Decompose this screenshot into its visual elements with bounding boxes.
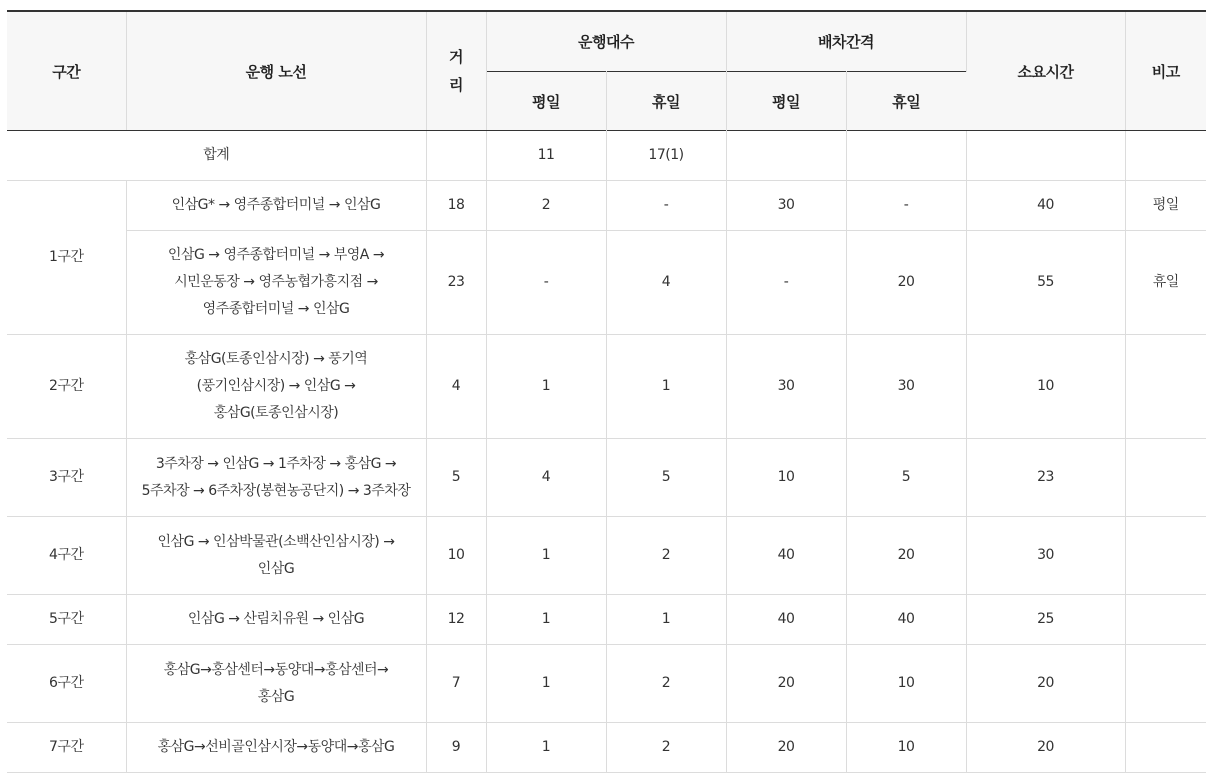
- shuttle-table-container: [7, 10, 1206, 773]
- interval-weekday-cell: 40: [726, 595, 846, 645]
- time-cell: 20: [966, 645, 1125, 723]
- route-cell: 인삼G → 영주종합터미널 → 부영A → 시민운동장 → 영주농협가흥지점 → 영주종합터미널 → 인삼G: [126, 231, 426, 335]
- time-cell: 40: [966, 181, 1125, 231]
- distance-cell: 5: [426, 439, 486, 517]
- time-cell: 30: [966, 517, 1125, 595]
- table-row: [7, 723, 1206, 773]
- vehicles-weekday-cell: 1: [486, 335, 606, 439]
- table-row: [7, 595, 1206, 645]
- vehicles-holiday-cell: 2: [606, 645, 726, 723]
- interval-weekday-cell: 30: [726, 181, 846, 231]
- header-vehicles-holiday: 휴일: [606, 72, 726, 131]
- header-vehicles-weekday: 평일: [486, 72, 606, 131]
- table-row: [7, 517, 1206, 595]
- interval-weekday-cell: 20: [726, 645, 846, 723]
- total-distance: [426, 131, 486, 181]
- section-cell: 5구간: [7, 595, 126, 645]
- distance-cell: 9: [426, 723, 486, 773]
- distance-cell: 7: [426, 645, 486, 723]
- section-cell: 4구간: [7, 517, 126, 595]
- vehicles-weekday-cell: 1: [486, 723, 606, 773]
- distance-cell: 18: [426, 181, 486, 231]
- interval-weekday-cell: 10: [726, 439, 846, 517]
- table-row: [7, 181, 1206, 231]
- time-cell: 25: [966, 595, 1125, 645]
- header-interval-holiday: 휴일: [846, 72, 966, 131]
- vehicles-weekday-cell: 2: [486, 181, 606, 231]
- interval-holiday-cell: 10: [846, 723, 966, 773]
- vehicles-holiday-cell: -: [606, 181, 726, 231]
- note-cell: 휴일: [1125, 231, 1206, 335]
- route-cell: 홍삼G→홍삼센터→동양대→홍삼센터→ 홍삼G: [126, 645, 426, 723]
- header-vehicles: 운행대수: [486, 11, 726, 72]
- total-interval-holiday: [846, 131, 966, 181]
- time-cell: 10: [966, 335, 1125, 439]
- table-row: [7, 439, 1206, 517]
- note-cell: [1125, 439, 1206, 517]
- interval-holiday-cell: 20: [846, 517, 966, 595]
- vehicles-holiday-cell: 1: [606, 595, 726, 645]
- note-cell: [1125, 335, 1206, 439]
- interval-holiday-cell: -: [846, 181, 966, 231]
- route-cell: 인삼G → 인삼박물관(소백산인삼시장) → 인삼G: [126, 517, 426, 595]
- section-cell: 6구간: [7, 645, 126, 723]
- header-interval-weekday: 평일: [726, 72, 846, 131]
- total-row: [7, 131, 1206, 181]
- distance-cell: 4: [426, 335, 486, 439]
- header-time: 소요시간: [966, 11, 1125, 131]
- note-cell: [1125, 645, 1206, 723]
- vehicles-weekday-cell: -: [486, 231, 606, 335]
- time-cell: 20: [966, 723, 1125, 773]
- table-row: [7, 645, 1206, 723]
- header-note: 비고: [1125, 11, 1206, 131]
- total-vehicles-holiday: 17(1): [606, 131, 726, 181]
- interval-holiday-cell: 20: [846, 231, 966, 335]
- total-time: [966, 131, 1125, 181]
- vehicles-weekday-cell: 4: [486, 439, 606, 517]
- time-cell: 55: [966, 231, 1125, 335]
- vehicles-holiday-cell: 5: [606, 439, 726, 517]
- header-section: 구간: [7, 11, 126, 131]
- vehicles-weekday-cell: 1: [486, 595, 606, 645]
- interval-weekday-cell: 30: [726, 335, 846, 439]
- section-cell: 7구간: [7, 723, 126, 773]
- section-cell: 3구간: [7, 439, 126, 517]
- table-row: [7, 231, 1206, 335]
- distance-cell: 12: [426, 595, 486, 645]
- interval-holiday-cell: 30: [846, 335, 966, 439]
- route-cell: 홍삼G(토종인삼시장) → 풍기역 (풍기인삼시장) → 인삼G → 홍삼G(토종인삼시장): [126, 335, 426, 439]
- interval-weekday-cell: 20: [726, 723, 846, 773]
- note-cell: 평일: [1125, 181, 1206, 231]
- distance-cell: 10: [426, 517, 486, 595]
- vehicles-holiday-cell: 2: [606, 517, 726, 595]
- header-row-1: [7, 11, 1206, 72]
- header-distance: [426, 11, 486, 131]
- vehicles-holiday-cell: 2: [606, 723, 726, 773]
- interval-weekday-cell: -: [726, 231, 846, 335]
- shuttle-route-table: [7, 10, 1206, 773]
- vehicles-holiday-cell: 1: [606, 335, 726, 439]
- route-cell: 인삼G → 산림치유원 → 인삼G: [126, 595, 426, 645]
- total-interval-weekday: [726, 131, 846, 181]
- total-vehicles-weekday: 11: [486, 131, 606, 181]
- interval-weekday-cell: 40: [726, 517, 846, 595]
- header-route: 운행 노선: [126, 11, 426, 131]
- route-cell: 3주차장 → 인삼G → 1주차장 → 홍삼G → 5주차장 → 6주차장(봉현농공단지) → 3주차장: [126, 439, 426, 517]
- section-cell: 1구간: [7, 181, 126, 335]
- distance-cell: 23: [426, 231, 486, 335]
- section-cell: 2구간: [7, 335, 126, 439]
- route-cell: 홍삼G→선비골인삼시장→동양대→홍삼G: [126, 723, 426, 773]
- interval-holiday-cell: 5: [846, 439, 966, 517]
- header-distance-label: 거 리: [449, 48, 463, 94]
- vehicles-weekday-cell: 1: [486, 517, 606, 595]
- note-cell: [1125, 723, 1206, 773]
- total-note: [1125, 131, 1206, 181]
- header-interval: 배차간격: [726, 11, 966, 72]
- interval-holiday-cell: 40: [846, 595, 966, 645]
- time-cell: 23: [966, 439, 1125, 517]
- total-label: 합계: [7, 131, 426, 181]
- vehicles-weekday-cell: 1: [486, 645, 606, 723]
- note-cell: [1125, 595, 1206, 645]
- interval-holiday-cell: 10: [846, 645, 966, 723]
- note-cell: [1125, 517, 1206, 595]
- vehicles-holiday-cell: 4: [606, 231, 726, 335]
- table-row: [7, 335, 1206, 439]
- route-cell: 인삼G* → 영주종합터미널 → 인삼G: [126, 181, 426, 231]
